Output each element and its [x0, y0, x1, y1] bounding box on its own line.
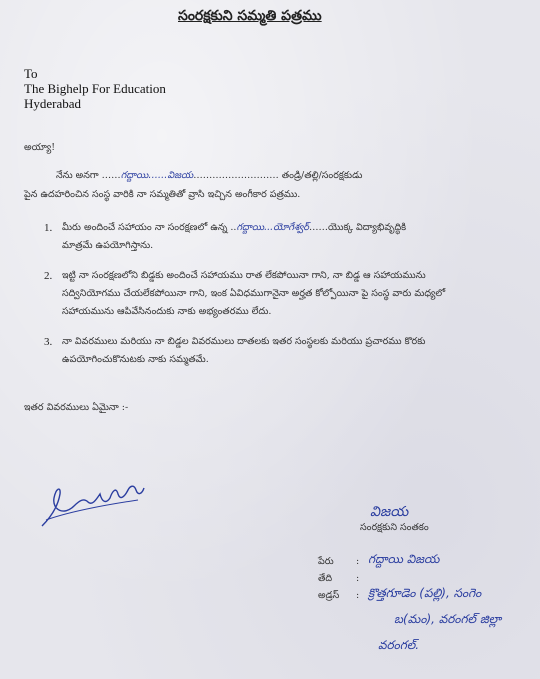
intro-line-2: పైన ఉదహరించిన సంస్థ వారికి నా సమ్మతితో వ్రాసి ఇచ్చిన అంగీకార పత్రము. [24, 189, 301, 200]
address-colon: : [356, 590, 360, 601]
item-2-number: 2. [44, 270, 53, 282]
guardian-signature-label: సంరక్షకుని సంతకం [360, 522, 429, 533]
document-title: సంరక్షకుని సమ్మతి పత్రము [178, 8, 322, 24]
name-value: గద్దాయి విజయ [368, 552, 440, 566]
official-signature-image [38, 476, 148, 532]
item-1-number: 1. [44, 222, 53, 234]
date-label: తేది [318, 573, 333, 584]
address-line-3: వరంగల్. [378, 638, 420, 652]
address-line-2: బ(మం), వరంగల్ జిల్లా [394, 612, 502, 626]
item-2-line-2: సద్వినియోగము చేయలేకపోయినా గాని, ఇంక ఏవిధముగానైనా అర్హత కోల్పోయినా పై సంస్థ వారు మధ్యలో [62, 288, 446, 299]
item-3-line-1: నా వివరములు మరియు నా బిడ్డల వివరములు దాతలకు ఇతర సంస్థలకు మరియు ప్రచారము కొరకు [62, 336, 426, 347]
item-3-number: 3. [44, 336, 53, 348]
name-colon: : [356, 556, 360, 567]
item-1-line-1 [62, 222, 406, 235]
intro-filled-name-2: విజయ [167, 170, 194, 181]
recipient-block [24, 66, 166, 111]
guardian-signature: విజయ [370, 504, 409, 520]
intro-line-1 [56, 170, 362, 183]
name-label: పేరు [318, 556, 334, 567]
item-2-line-1: ఇట్టి నా సంరక్షణలోని బిడ్డకు అందించే సహాయము రాత లేకపోయినా గాని, నా బిడ్డ ఆ సహాయమును [62, 270, 426, 281]
recipient-to: To [24, 66, 38, 81]
intro-pre: నేను అనగా …… [56, 170, 121, 181]
recipient-city: Hyderabad [24, 96, 82, 111]
other-details-label: ఇతర వివరములు ఏమైనా :- [24, 402, 129, 413]
date-colon: : [356, 573, 360, 584]
item-1-post: ……యొక్క విద్యాభివృద్ధికి [308, 222, 407, 233]
recipient-org: The Bighelp For Education [24, 81, 166, 96]
address-line-1: క్రొత్తగూడెం (పల్లి), సంగెం [368, 586, 482, 600]
item-2-line-3: సహాయమును ఆపివేసినందుకు నాకు అభ్యంతరము లేదు. [62, 306, 272, 317]
salutation: అయ్యా! [24, 142, 56, 153]
intro-post: ……………………… తండ్రి/తల్లి/సంరక్షకుడు [193, 170, 363, 181]
item-1-line-2: మాత్రమే ఉపయోగిస్తాను. [62, 240, 154, 251]
item-1-pre: మీరు అందించే సహాయం నా సంరక్షణలో ఉన్న .. [62, 222, 237, 233]
item-1-filled-name: గద్దాయి...యోగేశ్వర్ [236, 222, 309, 233]
item-3-line-2: ఉపయోగించుకొనుటకు నాకు సమ్మతమే. [62, 354, 209, 365]
address-label: అడ్రస్ [318, 590, 340, 601]
intro-filled-name: గద్దాయి…… [120, 170, 168, 181]
